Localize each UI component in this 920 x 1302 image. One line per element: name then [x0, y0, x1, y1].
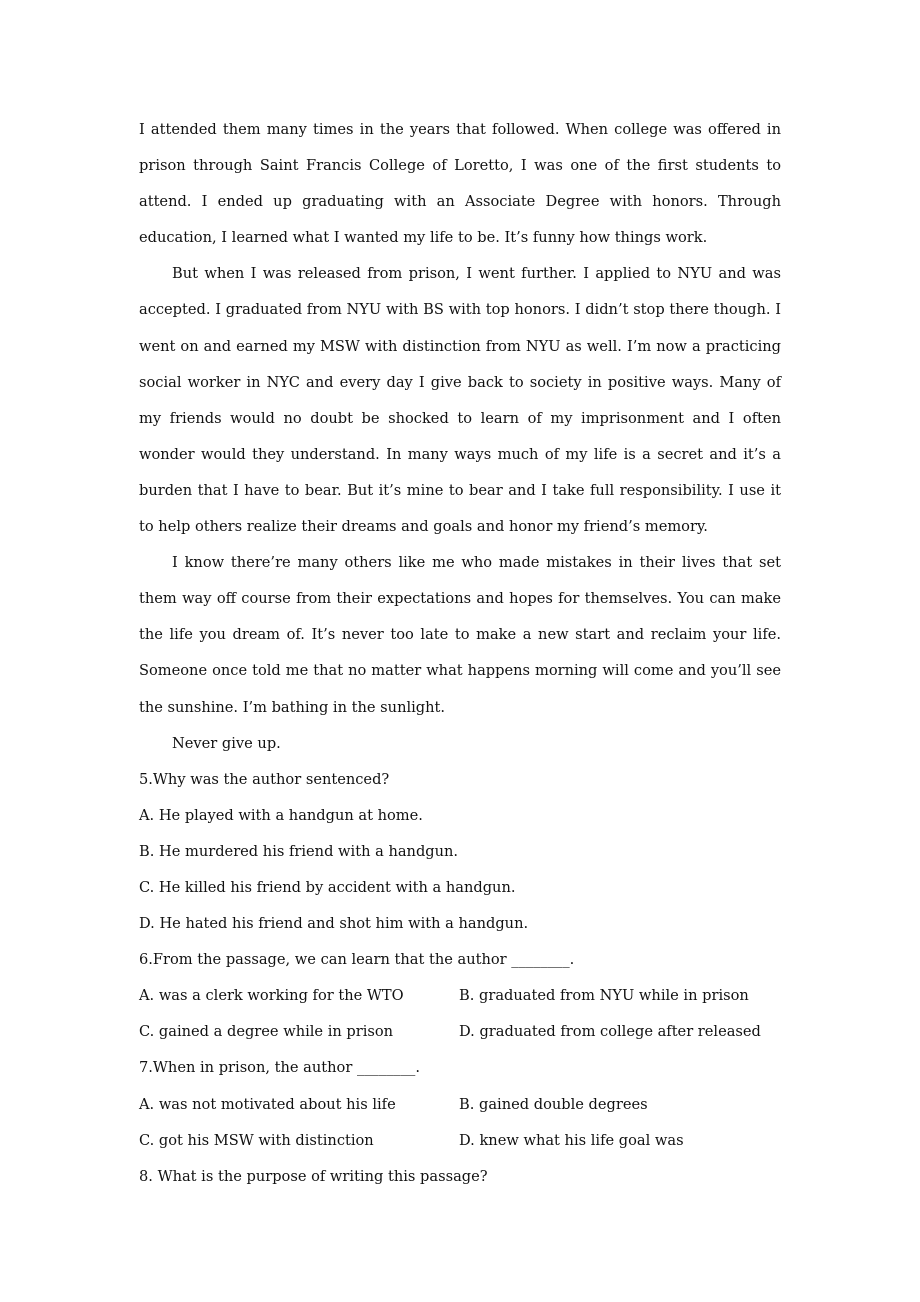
question-6-option-b: B. graduated from NYU while in prison [459, 987, 749, 1005]
question-7-options-row-1 [139, 1087, 781, 1123]
question-6 [139, 942, 781, 1050]
page-content [139, 112, 781, 1195]
question-6-option-c: C. gained a degree while in prison [139, 1023, 394, 1041]
question-7-option-c: C. got his MSW with distinction [139, 1131, 374, 1149]
passage-paragraph-4: Never give up. [172, 734, 281, 752]
passage-paragraph-2: But when I was released from prison, I went further. I applied to NYU and was accepted. I graduated from NYU with BS with top honors. I didn’t stop there though. I went on and earned my MSW with distinction from NYU as well. I’m now a practicing social worker in NYC and every day I give back to society in positive ways. Many of my friends would no doubt be shocked to learn of my imprisonment and I often wonder would they understand. In many ways much of my life is a secret and it’s a burden that I have to bear. But it’s mine to bear and I take full responsibility. I use it to help others realize their dreams and goals and honor my friend’s memory. [139, 265, 781, 536]
question-6-option-d: D. graduated from college after released [459, 1023, 761, 1041]
question-8 [139, 1159, 781, 1195]
question-7-option-a: A. was not motivated about his life [139, 1095, 396, 1113]
question-8-stem: 8. What is the purpose of writing this passage? [139, 1167, 488, 1185]
question-7-stem: 7.When in prison, the author ________. [139, 1059, 420, 1077]
question-7-options-row-2 [139, 1123, 781, 1159]
passage-paragraph-1: I attended them many times in the years that followed. When college was offered in prison through Saint Francis College of Loretto, I was one of the first students to attend. I ended up graduating with an Associate Degree with honors. Through education, I learned what I wanted my life to be. It’s funny how things work. [139, 121, 781, 247]
question-5-option-b: B. He murdered his friend with a handgun. [139, 842, 459, 860]
question-5-option-a: A. He played with a handgun at home. [139, 806, 423, 824]
question-5-option-d: D. He hated his friend and shot him with a handgun. [139, 915, 529, 933]
question-5-option-c: C. He killed his friend by accident with a handgun. [139, 878, 516, 896]
question-6-stem: 6.From the passage, we can learn that the author ________. [139, 951, 575, 969]
question-7-option-d: D. knew what his life goal was [459, 1131, 684, 1149]
question-7-option-b: B. gained double degrees [459, 1095, 648, 1113]
question-5 [139, 762, 781, 942]
question-6-options-row-1 [139, 978, 781, 1014]
question-6-option-a: A. was a clerk working for the WTO [139, 987, 404, 1005]
question-6-options-row-2 [139, 1014, 781, 1050]
question-5-stem: 5.Why was the author sentenced? [139, 770, 390, 788]
passage-paragraph-3: I know there’re many others like me who made mistakes in their lives that set them way off course from their expectations and hopes for themselves. You can make the life you dream of. It’s never too late to make a new start and reclaim your life. Someone once told me that no matter what happens morning will come and you’ll see the sunshine. I’m bathing in the sunlight. [139, 554, 781, 716]
question-7 [139, 1050, 781, 1158]
